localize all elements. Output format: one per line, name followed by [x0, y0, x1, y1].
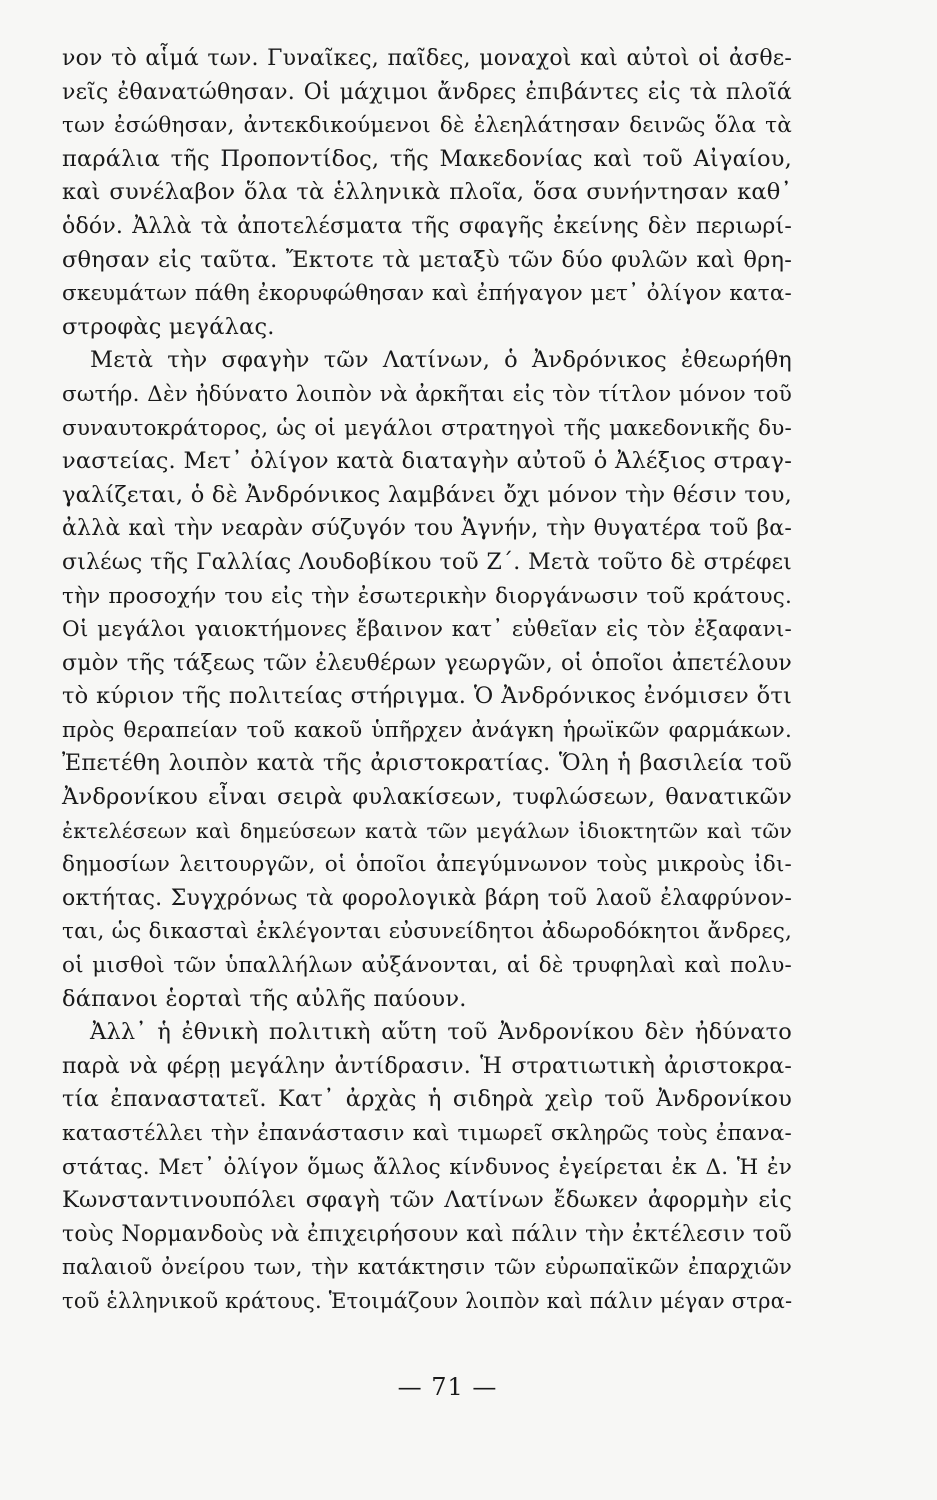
text-line: Μετὰ τὴν σφαγὴν τῶν Λατίνων, ὁ Ἀνδρόνικος ἐθεωρήθη — [90, 347, 792, 374]
text-line: δάπανοι ἑορταὶ τῆς αὐλῆς παύουν. — [62, 985, 467, 1012]
text-line: ὁδόν. Ἀλλὰ τὰ ἀποτελέσματα τῆς σφαγῆς ἐκείνης δὲν περιωρί- — [62, 213, 792, 239]
text-line: τία ἐπαναστατεῖ. Κατ᾽ ἀρχὰς ἡ σιδηρὰ χεὶρ τοῦ Ἀνδρονίκου — [62, 1086, 792, 1113]
text-line: σθησαν εἰς ταῦτα. Ἔκτοτε τὰ μεταξὺ τῶν δύο φυλῶν καὶ θρη- — [62, 246, 792, 273]
text-line: σκευμάτων πάθη ἐκορυφώθησαν καὶ ἐπήγαγον μετ᾽ ὀλίγον κατα- — [62, 281, 792, 307]
text-line: ναστείας. Μετ᾽ ὀλίγον κατὰ διαταγὴν αὐτοῦ ὁ Ἀλέξιος στραγ- — [62, 448, 792, 475]
text-line: σωτήρ. Δὲν ἠδύνατο λοιπὸν νὰ ἀρκῆται εἰς τὸν τίτλον μόνον τοῦ — [62, 381, 792, 407]
text-line: σμὸν τῆς τάξεως τῶν ἐλευθέρων γεωργῶν, οἱ ὁποῖοι ἀπετέλουν — [62, 650, 792, 676]
body-text — [62, 42, 792, 1319]
text-line: πρὸς θεραπείαν τοῦ κακοῦ ὑπῆρχεν ἀνάγκη ἡρωϊκῶν φαρμάκων. — [62, 717, 792, 743]
text-line: σιλέως τῆς Γαλλίας Λουδοβίκου τοῦ Ζ΄. Μετὰ τοῦτο δὲ στρέφει — [62, 549, 792, 575]
text-line: δημοσίων λειτουργῶν, οἱ ὁποῖοι ἀπεγύμνωνον τοὺς μικροὺς ἰδι- — [62, 852, 792, 878]
text-line: καταστέλλει τὴν ἐπανάστασιν καὶ τιμωρεῖ σκληρῶς τοὺς ἐπανα- — [62, 1121, 792, 1146]
text-line: οἱ μισθοὶ τῶν ὑπαλλήλων αὐξάνονται, αἱ δὲ τρυφηλαὶ καὶ πολυ- — [62, 953, 792, 979]
text-line: Οἱ μεγάλοι γαιοκτήμονες ἔβαινον κατ᾽ εὐθεῖαν εἰς τὸν ἐξαφανι- — [62, 617, 792, 643]
text-line: παρὰ νὰ φέρῃ μεγάλην ἀντίδρασιν. Ἡ στρατιωτικὴ ἀριστοκρα- — [62, 1053, 792, 1079]
text-line: καὶ συνέλαβον ὅλα τὰ ἑλληνικὰ πλοῖα, ὅσα συνήντησαν καθ᾽ — [62, 179, 792, 206]
page-number: — 71 — — [397, 1373, 498, 1401]
text-line: ται, ὡς δικασταὶ ἐκλέγονται εὐσυνείδητοι ἀδωροδόκητοι ἄνδρες, — [62, 919, 792, 945]
text-line: Ἀνδρονίκου εἶναι σειρὰ φυλακίσεων, τυφλώσεων, θανατικῶν — [62, 784, 792, 811]
text-line: στάτας. Μετ᾽ ὀλίγον ὅμως ἄλλος κίνδυνος ἐγείρεται ἐκ Δ. Ἡ ἐν — [62, 1154, 792, 1180]
text-line: τὴν προσοχήν του εἰς τὴν ἐσωτερικὴν διοργάνωσιν τοῦ κράτους. — [62, 583, 792, 609]
text-line: τοῦ ἑλληνικοῦ κράτους. Ἑτοιμάζουν λοιπὸν καὶ πάλιν μέγαν στρα- — [62, 1288, 793, 1313]
text-line: νον τὸ αἷμά των. Γυναῖκες, παῖδες, μοναχοὶ καὶ αὐτοὶ οἱ ἀσθε- — [62, 46, 792, 71]
text-line: Ἀλλ᾽ ἡ ἐθνικὴ πολιτικὴ αὕτη τοῦ Ἀνδρονίκου δὲν ἠδύνατο — [90, 1019, 792, 1046]
text-line: Ἐπετέθη λοιπὸν κατὰ τῆς ἀριστοκρατίας. Ὅλη ἡ βασιλεία τοῦ — [62, 750, 792, 777]
text-line: οκτήτας. Συγχρόνως τὰ φορολογικὰ βάρη τοῦ λαοῦ ἐλαφρύνον- — [62, 885, 792, 911]
text-line: παράλια τῆς Προποντίδος, τῆς Μακεδονίας καὶ τοῦ Αἰγαίου, — [62, 145, 792, 172]
text-line: Κωνσταντινουπόλει σφαγὴ τῶν Λατίνων ἔδωκεν ἀφορμὴν εἰς — [62, 1187, 792, 1214]
text-line: παλαιοῦ ὀνείρου των, τὴν κατάκτησιν τῶν εὐρωπαϊκῶν ἐπαρχιῶν — [62, 1255, 792, 1280]
text-line: τὸ κύριον τῆς πολιτείας στήριγμα. Ὁ Ἀνδρόνικος ἐνόμισεν ὅτι — [62, 683, 792, 710]
text-line: ἀλλὰ καὶ τὴν νεαρὰν σύζυγόν του Ἁγνήν, τὴν θυγατέρα τοῦ βα- — [62, 516, 792, 542]
text-line: στροφὰς μεγάλας. — [62, 313, 275, 340]
text-line: γαλίζεται, ὁ δὲ Ἀνδρόνικος λαμβάνει ὄχι μόνον τὴν θέσιν του, — [62, 481, 792, 508]
text-line: τοὺς Νορμανδοὺς νὰ ἐπιχειρήσουν καὶ πάλιν τὴν ἐκτέλεσιν τοῦ — [62, 1221, 792, 1247]
text-line: νεῖς ἐθανατώθησαν. Οἱ μάχιμοι ἄνδρες ἐπιβάντες εἰς τὰ πλοῖά — [62, 79, 792, 105]
text-line: των ἐσώθησαν, ἀντεκδικούμενοι δὲ ἐλεηλάτησαν δεινῶς ὅλα τὰ — [62, 113, 792, 139]
text-line: ἐκτελέσεων καὶ δημεύσεων κατὰ τῶν μεγάλων ἰδιοκτητῶν καὶ τῶν — [62, 818, 792, 843]
text-line: συναυτοκράτορος, ὡς οἱ μεγάλοι στρατηγοὶ τῆς μακεδονικῆς δυ- — [62, 415, 792, 441]
